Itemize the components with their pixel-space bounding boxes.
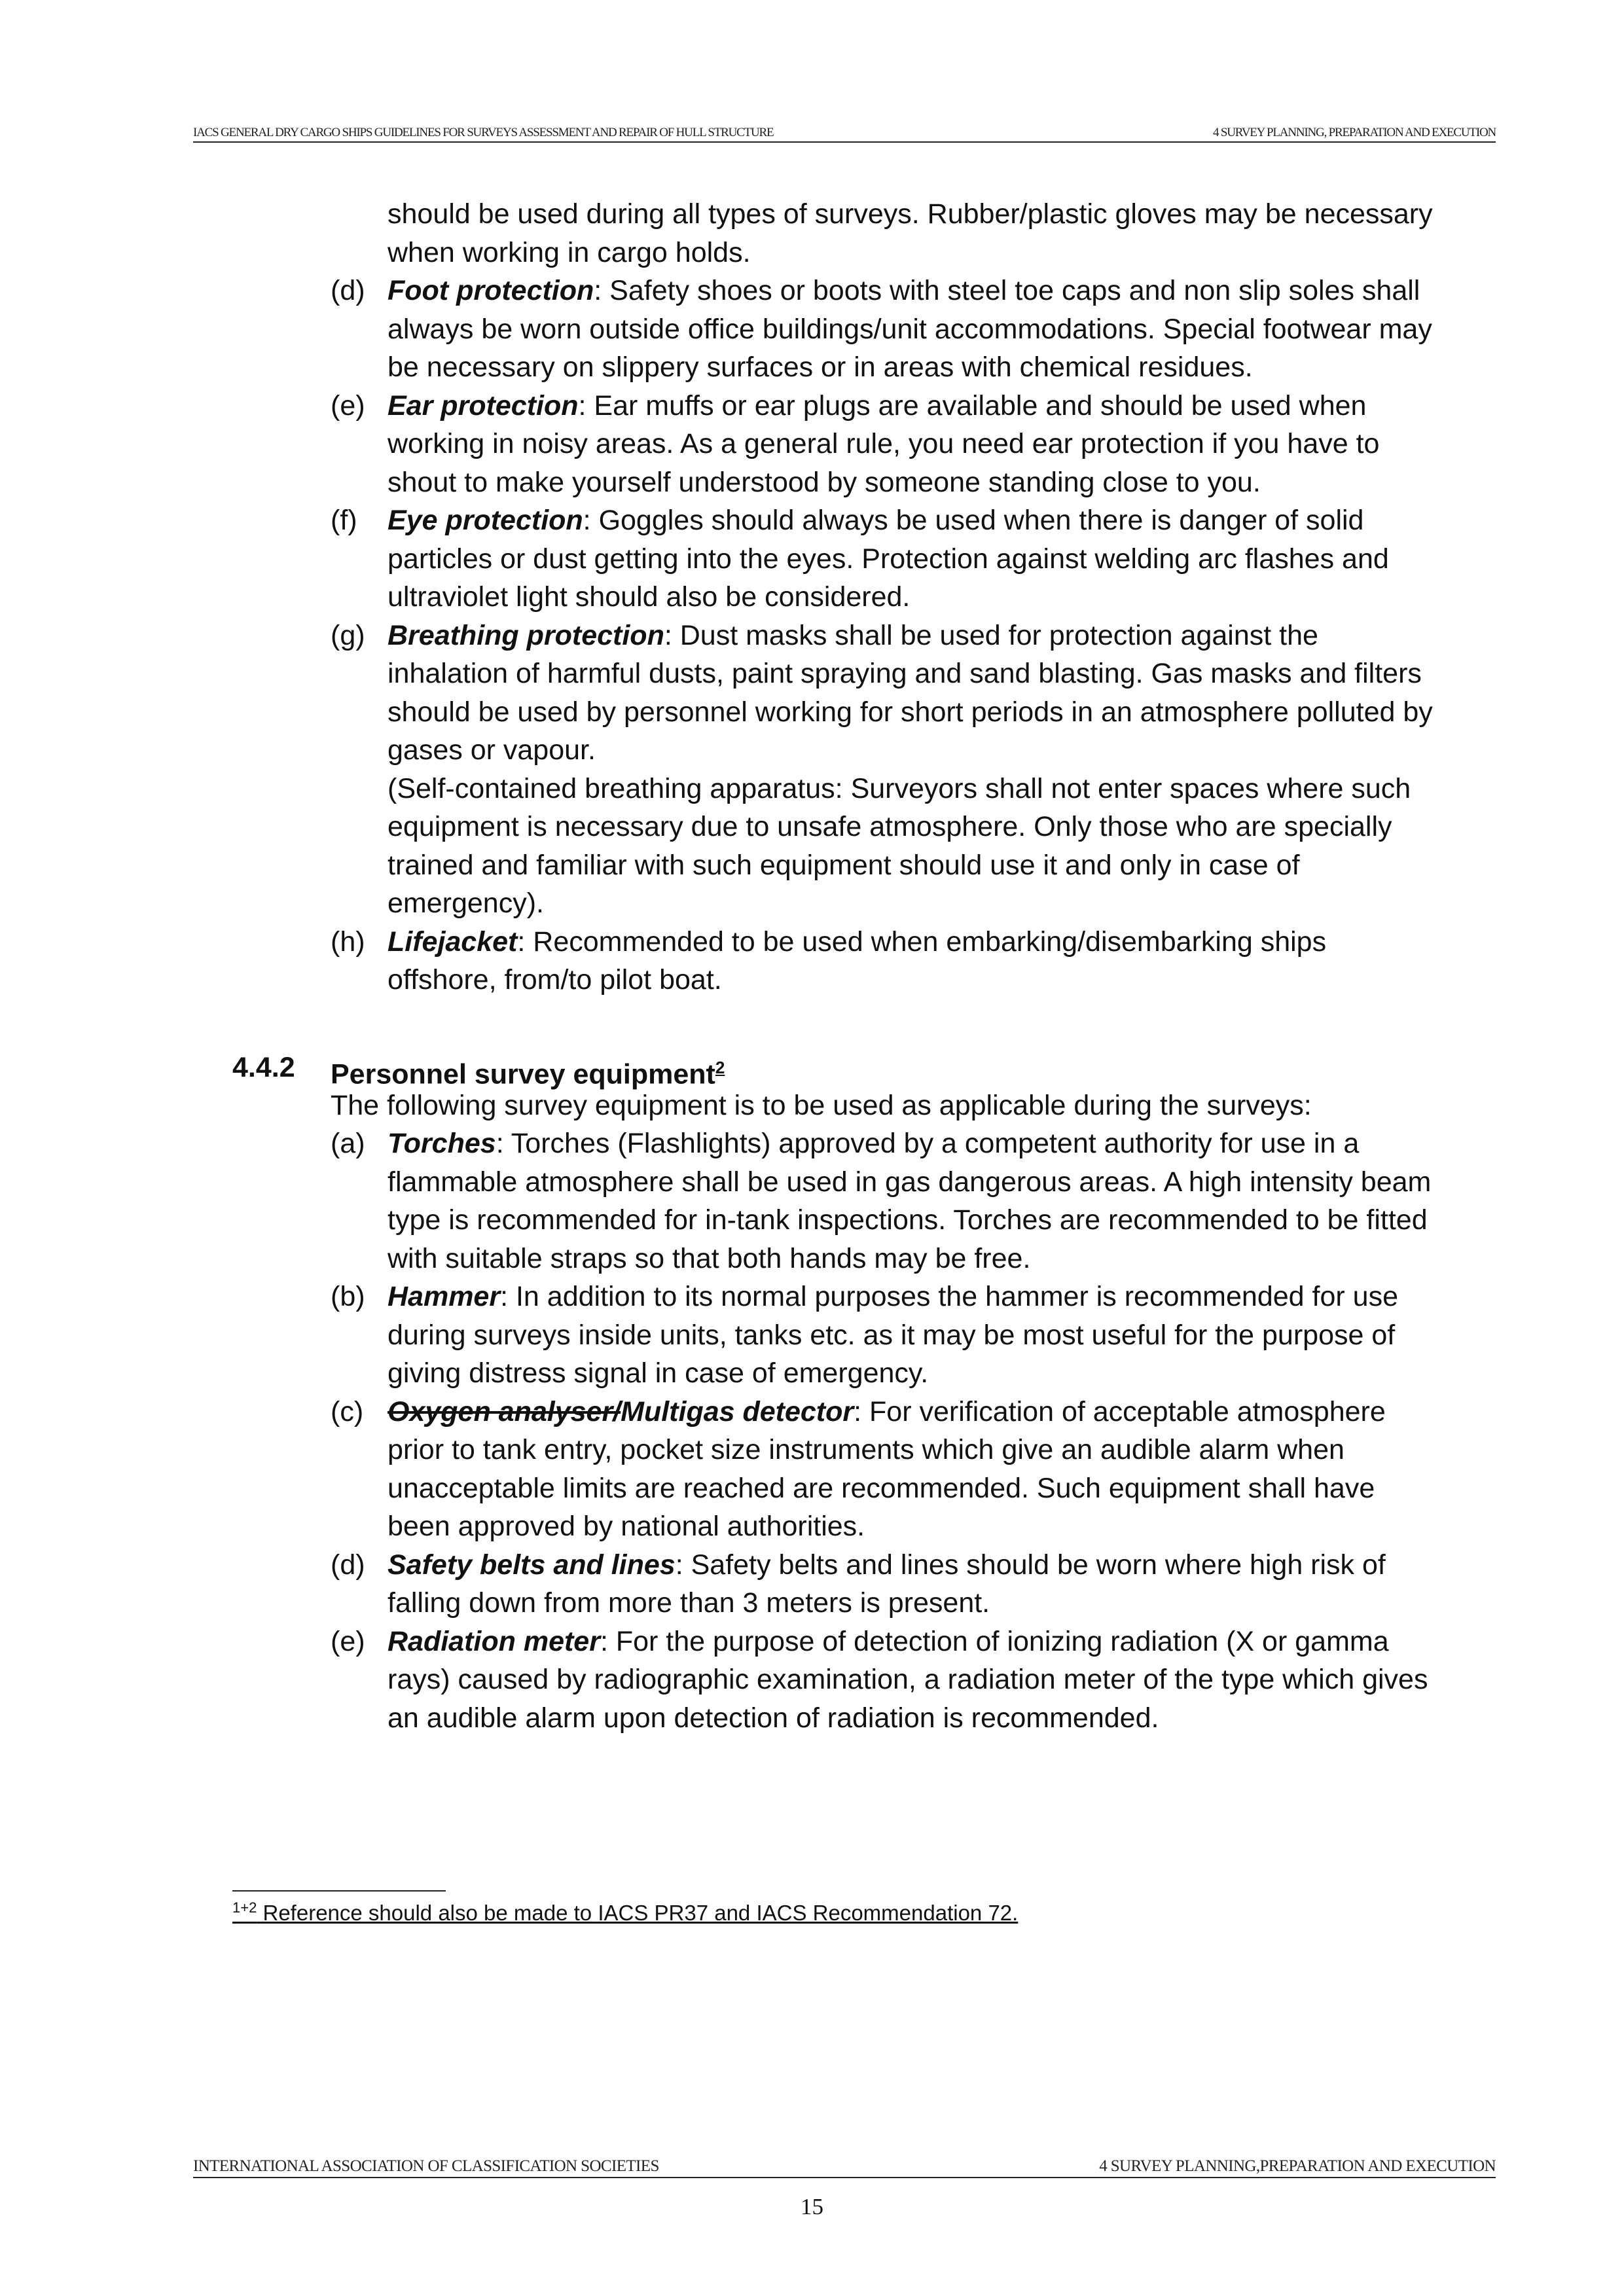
item-keyword: Breathing protection xyxy=(388,619,664,651)
item-text: : For the purpose of detection of ionizing radiation (X or gamma xyxy=(600,1625,1389,1657)
item-line: trained and familiar with such equipment should use it and only in case of xyxy=(388,849,1300,881)
item-line: with suitable straps so that both hands may be free. xyxy=(388,1242,1031,1274)
continuation-line: should be used during all types of surveys. Rubber/plastic gloves may be necessary xyxy=(388,198,1433,230)
item-line: always be worn outside office buildings/unit accommodations. Special footwear may xyxy=(388,313,1432,345)
continuation-line: when working in cargo holds. xyxy=(388,236,751,268)
item-keyword: Safety belts and lines xyxy=(388,1549,676,1581)
footer-left: INTERNATIONAL ASSOCIATION OF CLASSIFICATION SOCIETIES xyxy=(193,2157,659,2175)
item-line: rays) caused by radiographic examination, a radiation meter of the type which gives xyxy=(388,1664,1428,1695)
item-label: (e) xyxy=(331,1625,365,1657)
item-line: an audible alarm upon detection of radiation is recommended. xyxy=(388,1702,1159,1734)
item-label: (g) xyxy=(331,619,365,651)
item-line: giving distress signal in case of emergency. xyxy=(388,1357,929,1389)
item-line: offshore, from/to pilot boat. xyxy=(388,964,722,996)
item-line: falling down from more than 3 meters is present. xyxy=(388,1587,990,1619)
item-text: : Dust masks shall be used for protection against the xyxy=(664,619,1318,651)
item-line: unacceptable limits are reached are recommended. Such equipment shall have xyxy=(388,1472,1375,1504)
footnote xyxy=(232,1899,1018,1926)
item-keyword: Multigas detector xyxy=(621,1395,854,1427)
item-line: particles or dust getting into the eyes. Protection against welding arc flashes and xyxy=(388,543,1389,575)
item-keyword: Eye protection xyxy=(388,505,583,536)
item-keyword-struck: Oxygen analyser/ xyxy=(388,1395,621,1427)
item-label: (d) xyxy=(331,1549,365,1581)
item-line: type is recommended for in-tank inspections. Torches are recommended to be fitted xyxy=(388,1204,1428,1236)
footnote-ref[interactable]: 2 xyxy=(715,1058,725,1077)
item-line: prior to tank entry, pocket size instruments which give an audible alarm when xyxy=(388,1434,1344,1465)
continuation-text xyxy=(388,195,1433,272)
item-keyword: Torches xyxy=(388,1128,496,1159)
item-line: been approved by national authorities. xyxy=(388,1511,865,1542)
item-text: : In addition to its normal purposes the hammer is recommended for use xyxy=(500,1281,1398,1312)
item-text: : Goggles should always be used when there is danger of solid xyxy=(583,505,1364,536)
item-text: : Torches (Flashlights) approved by a competent authority for use in a xyxy=(496,1128,1360,1159)
item-label: (h) xyxy=(331,925,365,958)
item-text: : Recommended to be used when embarking/disembarking ships xyxy=(517,925,1327,958)
running-header xyxy=(193,122,1496,143)
item-line: emergency). xyxy=(388,888,544,919)
section-title: Personnel survey equipment xyxy=(331,1058,715,1090)
item-line: during surveys inside units, tanks etc. as it may be most useful for the purpose of xyxy=(388,1319,1396,1351)
item-line: ultraviolet light should also be considered. xyxy=(388,581,911,613)
item-text: : For verification of acceptable atmosphere xyxy=(854,1395,1386,1427)
footer-right: 4 SURVEY PLANNING,PREPARATION AND EXECUTION xyxy=(1099,2157,1496,2175)
header-right: 4 SURVEY PLANNING, PREPARATION AND EXECUTION xyxy=(1213,126,1496,139)
item-label: (a) xyxy=(331,1128,365,1159)
footnote-text: Reference should also be made to IACS PR37 and IACS Recommendation 72. xyxy=(257,1901,1019,1925)
item-line: gases or vapour. xyxy=(388,734,596,766)
item-keyword: Foot protection xyxy=(388,275,594,306)
item-line: inhalation of harmful dusts, paint spraying and sand blasting. Gas masks and filters xyxy=(388,658,1422,689)
item-keyword: Hammer xyxy=(388,1281,501,1312)
page-number: 15 xyxy=(801,2194,823,2219)
item-keyword: Radiation meter xyxy=(388,1625,600,1657)
footnote-separator xyxy=(232,1890,446,1892)
section-number: 4.4.2 xyxy=(232,1052,295,1083)
item-label: (f) xyxy=(331,505,357,536)
item-keyword: Lifejacket xyxy=(388,925,518,958)
item-line: equipment is necessary due to unsafe atmosphere. Only those who are specially xyxy=(388,811,1392,842)
header-left: IACS GENERAL DRY CARGO SHIPS GUIDELINES FOR SURVEYS ASSESSMENT AND REPAIR OF HULL STRUCTURE xyxy=(193,126,774,139)
item-line: working in noisy areas. As a general rule, you need ear protection if you have to xyxy=(388,428,1380,459)
item-text: : Safety belts and lines should be worn where high risk of xyxy=(675,1549,1386,1581)
item-label: (c) xyxy=(331,1395,364,1427)
item-line: should be used by personnel working for short periods in an atmosphere polluted by xyxy=(388,696,1433,728)
item-keyword: Ear protection xyxy=(388,389,579,422)
section-intro: The following survey equipment is to be used as applicable during the surveys: xyxy=(331,1090,1312,1121)
item-label: (b) xyxy=(331,1281,365,1312)
item-text: : Safety shoes or boots with steel toe caps and non slip soles shall xyxy=(594,275,1420,306)
footnote-mark: 1+2 xyxy=(232,1899,257,1916)
item-text: : Ear muffs or ear plugs are available and should be used when xyxy=(578,389,1367,422)
item-label: (e) xyxy=(331,389,365,422)
item-line: flammable atmosphere shall be used in gas dangerous areas. A high intensity beam xyxy=(388,1166,1432,1198)
running-footer xyxy=(193,2157,1496,2178)
item-line: (Self-contained breathing apparatus: Surveyors shall not enter spaces where such xyxy=(388,772,1411,804)
item-label: (d) xyxy=(331,275,365,306)
item-line: be necessary on slippery surfaces or in areas with chemical residues. xyxy=(388,351,1253,383)
item-line: shout to make yourself understood by someone standing close to you. xyxy=(388,466,1261,498)
